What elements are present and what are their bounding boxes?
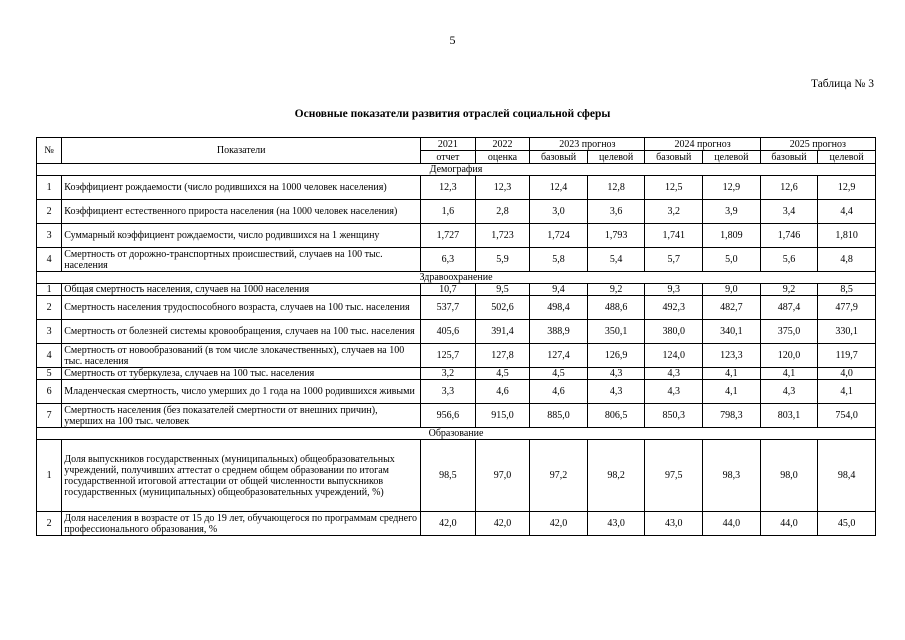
value-cell: 405,6 (421, 320, 476, 344)
row-number: 1 (37, 440, 62, 512)
value-cell: 3,3 (421, 380, 476, 404)
indicator-name: Общая смертность населения, случаев на 1000 населения (62, 284, 421, 296)
value-cell: 3,9 (703, 200, 761, 224)
row-number: 5 (37, 368, 62, 380)
header-indicators: Показатели (62, 138, 421, 164)
value-cell: 850,3 (645, 404, 703, 428)
row-number: 4 (37, 344, 62, 368)
value-cell: 127,8 (475, 344, 530, 368)
row-number: 1 (37, 284, 62, 296)
value-cell: 4,1 (818, 380, 876, 404)
value-cell: 98,2 (587, 440, 645, 512)
value-cell: 123,3 (703, 344, 761, 368)
header-2022-sub: оценка (475, 151, 530, 164)
value-cell: 124,0 (645, 344, 703, 368)
value-cell: 3,0 (530, 200, 588, 224)
value-cell: 98,4 (818, 440, 876, 512)
indicators-table (36, 137, 876, 536)
value-cell: 3,4 (760, 200, 818, 224)
value-cell: 803,1 (760, 404, 818, 428)
header-2025: 2025 прогноз (760, 138, 875, 151)
value-cell: 43,0 (587, 512, 645, 536)
value-cell: 3,2 (421, 368, 476, 380)
value-cell: 119,7 (818, 344, 876, 368)
header-2023-target: целевой (587, 151, 645, 164)
value-cell: 9,0 (703, 284, 761, 296)
indicator-name: Смертность от новообразований (в том числе злокачественных), случаев на 100 тыс. населения (62, 344, 421, 368)
value-cell: 5,0 (703, 248, 761, 272)
value-cell: 12,8 (587, 176, 645, 200)
value-cell: 1,809 (703, 224, 761, 248)
header-2021: 2021 (421, 138, 476, 151)
value-cell: 4,3 (587, 368, 645, 380)
table-row (37, 320, 876, 344)
table-row (37, 344, 876, 368)
value-cell: 488,6 (587, 296, 645, 320)
value-cell: 350,1 (587, 320, 645, 344)
header-2025-base: базовый (760, 151, 818, 164)
value-cell: 9,5 (475, 284, 530, 296)
value-cell: 492,3 (645, 296, 703, 320)
value-cell: 388,9 (530, 320, 588, 344)
indicator-name: Смертность от дорожно-транспортных происшествий, случаев на 100 тыс. населения (62, 248, 421, 272)
section-row (37, 272, 876, 284)
value-cell: 1,741 (645, 224, 703, 248)
value-cell: 42,0 (475, 512, 530, 536)
indicator-name: Коэффициент рождаемости (число родившихся на 1000 человек населения) (62, 176, 421, 200)
value-cell: 330,1 (818, 320, 876, 344)
value-cell: 97,2 (530, 440, 588, 512)
header-2021-sub: отчет (421, 151, 476, 164)
value-cell: 5,6 (760, 248, 818, 272)
value-cell: 9,2 (760, 284, 818, 296)
value-cell: 44,0 (703, 512, 761, 536)
value-cell: 477,9 (818, 296, 876, 320)
value-cell: 12,5 (645, 176, 703, 200)
table-body (37, 164, 876, 536)
value-cell: 12,3 (421, 176, 476, 200)
value-cell: 5,9 (475, 248, 530, 272)
value-cell: 6,3 (421, 248, 476, 272)
table-row (37, 404, 876, 428)
value-cell: 4,5 (530, 368, 588, 380)
value-cell: 126,9 (587, 344, 645, 368)
table-title: Основные показатели развития отраслей социальной сферы (294, 108, 611, 120)
value-cell: 806,5 (587, 404, 645, 428)
table-row (37, 248, 876, 272)
value-cell: 375,0 (760, 320, 818, 344)
value-cell: 4,1 (760, 368, 818, 380)
indicator-name: Смертность от болезней системы кровообращения, случаев на 100 тыс. населения (62, 320, 421, 344)
value-cell: 9,3 (645, 284, 703, 296)
table-row (37, 380, 876, 404)
value-cell: 1,746 (760, 224, 818, 248)
indicator-name: Доля выпускников государственных (муниципальных) общеобразовательных учреждений, получивших аттестат о среднем общем образовании по итогам государственной итоговой аттестации от общей численности выпускников государственных (муниципальных) общеобразовательных учреждений, %) (62, 440, 421, 512)
value-cell: 4,1 (703, 368, 761, 380)
value-cell: 4,3 (645, 380, 703, 404)
value-cell: 12,9 (703, 176, 761, 200)
header-2024-target: целевой (703, 151, 761, 164)
value-cell: 391,4 (475, 320, 530, 344)
row-number: 3 (37, 320, 62, 344)
value-cell: 120,0 (760, 344, 818, 368)
value-cell: 1,727 (421, 224, 476, 248)
value-cell: 9,4 (530, 284, 588, 296)
indicator-name: Доля населения в возрасте от 15 до 19 лет, обучающегося по программам среднего профессионального образования, % (62, 512, 421, 536)
value-cell: 1,723 (475, 224, 530, 248)
row-number: 2 (37, 296, 62, 320)
table-row (37, 296, 876, 320)
value-cell: 4,6 (475, 380, 530, 404)
table-label: Таблица № 3 (810, 78, 874, 90)
value-cell: 487,4 (760, 296, 818, 320)
value-cell: 502,6 (475, 296, 530, 320)
value-cell: 42,0 (421, 512, 476, 536)
value-cell: 4,1 (703, 380, 761, 404)
value-cell: 754,0 (818, 404, 876, 428)
value-cell: 915,0 (475, 404, 530, 428)
value-cell: 12,9 (818, 176, 876, 200)
table-row (37, 440, 876, 512)
table-row (37, 176, 876, 200)
value-cell: 4,6 (530, 380, 588, 404)
value-cell: 482,7 (703, 296, 761, 320)
section-row (37, 164, 876, 176)
value-cell: 3,6 (587, 200, 645, 224)
value-cell: 4,5 (475, 368, 530, 380)
indicator-name: Смертность населения трудоспособного возраста, случаев на 100 тыс. населения (62, 296, 421, 320)
value-cell: 4,8 (818, 248, 876, 272)
table-row (37, 368, 876, 380)
value-cell: 4,4 (818, 200, 876, 224)
value-cell: 42,0 (530, 512, 588, 536)
header-2023: 2023 прогноз (530, 138, 645, 151)
value-cell: 498,4 (530, 296, 588, 320)
section-row (37, 428, 876, 440)
header-2023-base: базовый (530, 151, 588, 164)
value-cell: 2,8 (475, 200, 530, 224)
indicator-name: Смертность населения (без показателей смертности от внешних причин), умерших на 100 тыс. человек (62, 404, 421, 428)
value-cell: 98,3 (703, 440, 761, 512)
value-cell: 125,7 (421, 344, 476, 368)
value-cell: 956,6 (421, 404, 476, 428)
value-cell: 537,7 (421, 296, 476, 320)
value-cell: 5,7 (645, 248, 703, 272)
value-cell: 885,0 (530, 404, 588, 428)
header-2022: 2022 (475, 138, 530, 151)
section-title: Образование (37, 428, 876, 440)
value-cell: 1,810 (818, 224, 876, 248)
indicator-name: Младенческая смертность, число умерших до 1 года на 1000 родившихся живыми (62, 380, 421, 404)
value-cell: 98,0 (760, 440, 818, 512)
page-number: 5 (449, 33, 456, 47)
table-row (37, 512, 876, 536)
value-cell: 45,0 (818, 512, 876, 536)
value-cell: 98,5 (421, 440, 476, 512)
table-row (37, 200, 876, 224)
value-cell: 4,3 (760, 380, 818, 404)
value-cell: 3,2 (645, 200, 703, 224)
value-cell: 4,0 (818, 368, 876, 380)
value-cell: 1,793 (587, 224, 645, 248)
value-cell: 4,3 (587, 380, 645, 404)
indicator-name: Коэффициент естественного прироста населения (на 1000 человек населения) (62, 200, 421, 224)
value-cell: 5,8 (530, 248, 588, 272)
value-cell: 12,4 (530, 176, 588, 200)
row-number: 6 (37, 380, 62, 404)
table-row (37, 224, 876, 248)
row-number: 2 (37, 200, 62, 224)
row-number: 1 (37, 176, 62, 200)
header-2024-base: базовый (645, 151, 703, 164)
value-cell: 798,3 (703, 404, 761, 428)
value-cell: 340,1 (703, 320, 761, 344)
value-cell: 12,6 (760, 176, 818, 200)
row-number: 3 (37, 224, 62, 248)
value-cell: 97,5 (645, 440, 703, 512)
table-row (37, 284, 876, 296)
value-cell: 43,0 (645, 512, 703, 536)
value-cell: 12,3 (475, 176, 530, 200)
value-cell: 44,0 (760, 512, 818, 536)
value-cell: 4,3 (645, 368, 703, 380)
header-num: № (37, 138, 62, 164)
value-cell: 8,5 (818, 284, 876, 296)
header-2025-target: целевой (818, 151, 876, 164)
row-number: 2 (37, 512, 62, 536)
value-cell: 1,724 (530, 224, 588, 248)
value-cell: 10,7 (421, 284, 476, 296)
value-cell: 9,2 (587, 284, 645, 296)
value-cell: 1,6 (421, 200, 476, 224)
section-title: Демография (37, 164, 876, 176)
header-2024: 2024 прогноз (645, 138, 760, 151)
indicator-name: Суммарный коэффициент рождаемости, число родившихся на 1 женщину (62, 224, 421, 248)
row-number: 7 (37, 404, 62, 428)
value-cell: 127,4 (530, 344, 588, 368)
value-cell: 5,4 (587, 248, 645, 272)
row-number: 4 (37, 248, 62, 272)
indicator-name: Смертность от туберкулеза, случаев на 100 тыс. населения (62, 368, 421, 380)
value-cell: 380,0 (645, 320, 703, 344)
section-title: Здравоохранение (37, 272, 876, 284)
value-cell: 97,0 (475, 440, 530, 512)
